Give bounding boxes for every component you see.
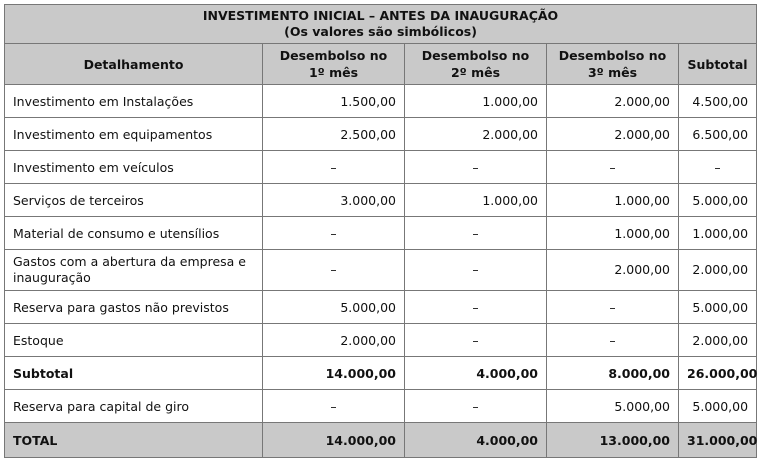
row-label: Gastos com a abertura da empresa e inauguração — [5, 250, 263, 291]
cell-subtotal: 1.000,00 — [679, 217, 757, 250]
cell-month1: – — [263, 217, 405, 250]
cell-month1: 2.000,00 — [263, 324, 405, 357]
cell-month3: – — [547, 291, 679, 324]
row-label: Investimento em equipamentos — [5, 118, 263, 151]
row-label: Reserva para capital de giro — [5, 390, 263, 423]
column-header-month1: Desembolso no 1º mês — [263, 44, 405, 85]
cell-month1: 3.000,00 — [263, 184, 405, 217]
cell-month2: 4.000,00 — [405, 423, 547, 458]
cell-subtotal: 31.000,00 — [679, 423, 757, 458]
table-subtitle: (Os valores são simbólicos) — [284, 24, 477, 39]
cell-subtotal: 2.000,00 — [679, 250, 757, 291]
cell-month3: 5.000,00 — [547, 390, 679, 423]
cell-subtotal: 6.500,00 — [679, 118, 757, 151]
row-label: Serviços de terceiros — [5, 184, 263, 217]
cell-month3: – — [547, 324, 679, 357]
table-row — [5, 324, 757, 357]
table-title: INVESTIMENTO INICIAL – ANTES DA INAUGURAÇÃO — [202, 8, 559, 23]
table-row — [5, 250, 757, 291]
column-header-subtotal: Subtotal — [679, 44, 757, 85]
table-row — [5, 151, 757, 184]
cell-subtotal: 5.000,00 — [679, 390, 757, 423]
row-label: Estoque — [5, 324, 263, 357]
cell-month1: 5.000,00 — [263, 291, 405, 324]
table-title-cell — [5, 5, 757, 44]
cell-month2: – — [405, 217, 547, 250]
cell-month1: 14.000,00 — [263, 423, 405, 458]
table-row — [5, 184, 757, 217]
column-header-detail: Detalhamento — [5, 44, 263, 85]
cell-subtotal: 2.000,00 — [679, 324, 757, 357]
cell-month2: – — [405, 291, 547, 324]
cell-subtotal: 4.500,00 — [679, 85, 757, 118]
cell-month1: 2.500,00 — [263, 118, 405, 151]
working-capital-row — [5, 390, 757, 423]
cell-subtotal: 26.000,00 — [679, 357, 757, 390]
column-header-month2: Desembolso no 2º mês — [405, 44, 547, 85]
cell-month3: 2.000,00 — [547, 250, 679, 291]
row-label: Reserva para gastos não previstos — [5, 291, 263, 324]
cell-month3: 8.000,00 — [547, 357, 679, 390]
row-label: Subtotal — [5, 357, 263, 390]
row-label: Investimento em veículos — [5, 151, 263, 184]
table-row — [5, 118, 757, 151]
cell-month3: 2.000,00 — [547, 85, 679, 118]
cell-month1: – — [263, 390, 405, 423]
initial-investment-table — [4, 4, 757, 458]
cell-month3: 1.000,00 — [547, 217, 679, 250]
cell-month3: 1.000,00 — [547, 184, 679, 217]
column-header-month3: Desembolso no 3º mês — [547, 44, 679, 85]
cell-month2: 1.000,00 — [405, 184, 547, 217]
row-label: TOTAL — [5, 423, 263, 458]
cell-month1: 1.500,00 — [263, 85, 405, 118]
cell-month2: – — [405, 151, 547, 184]
row-label: Investimento em Instalações — [5, 85, 263, 118]
cell-subtotal: – — [679, 151, 757, 184]
cell-month2: – — [405, 390, 547, 423]
cell-month2: 2.000,00 — [405, 118, 547, 151]
cell-subtotal: 5.000,00 — [679, 184, 757, 217]
cell-month2: 1.000,00 — [405, 85, 547, 118]
cell-month1: – — [263, 250, 405, 291]
cell-month2: 4.000,00 — [405, 357, 547, 390]
table-row — [5, 217, 757, 250]
row-label: Material de consumo e utensílios — [5, 217, 263, 250]
total-row — [5, 423, 757, 458]
cell-month1: – — [263, 151, 405, 184]
cell-month3: – — [547, 151, 679, 184]
cell-subtotal: 5.000,00 — [679, 291, 757, 324]
cell-month3: 13.000,00 — [547, 423, 679, 458]
cell-month2: – — [405, 250, 547, 291]
cell-month1: 14.000,00 — [263, 357, 405, 390]
subtotal-row — [5, 357, 757, 390]
table-row — [5, 85, 757, 118]
table-row — [5, 291, 757, 324]
cell-month3: 2.000,00 — [547, 118, 679, 151]
cell-month2: – — [405, 324, 547, 357]
